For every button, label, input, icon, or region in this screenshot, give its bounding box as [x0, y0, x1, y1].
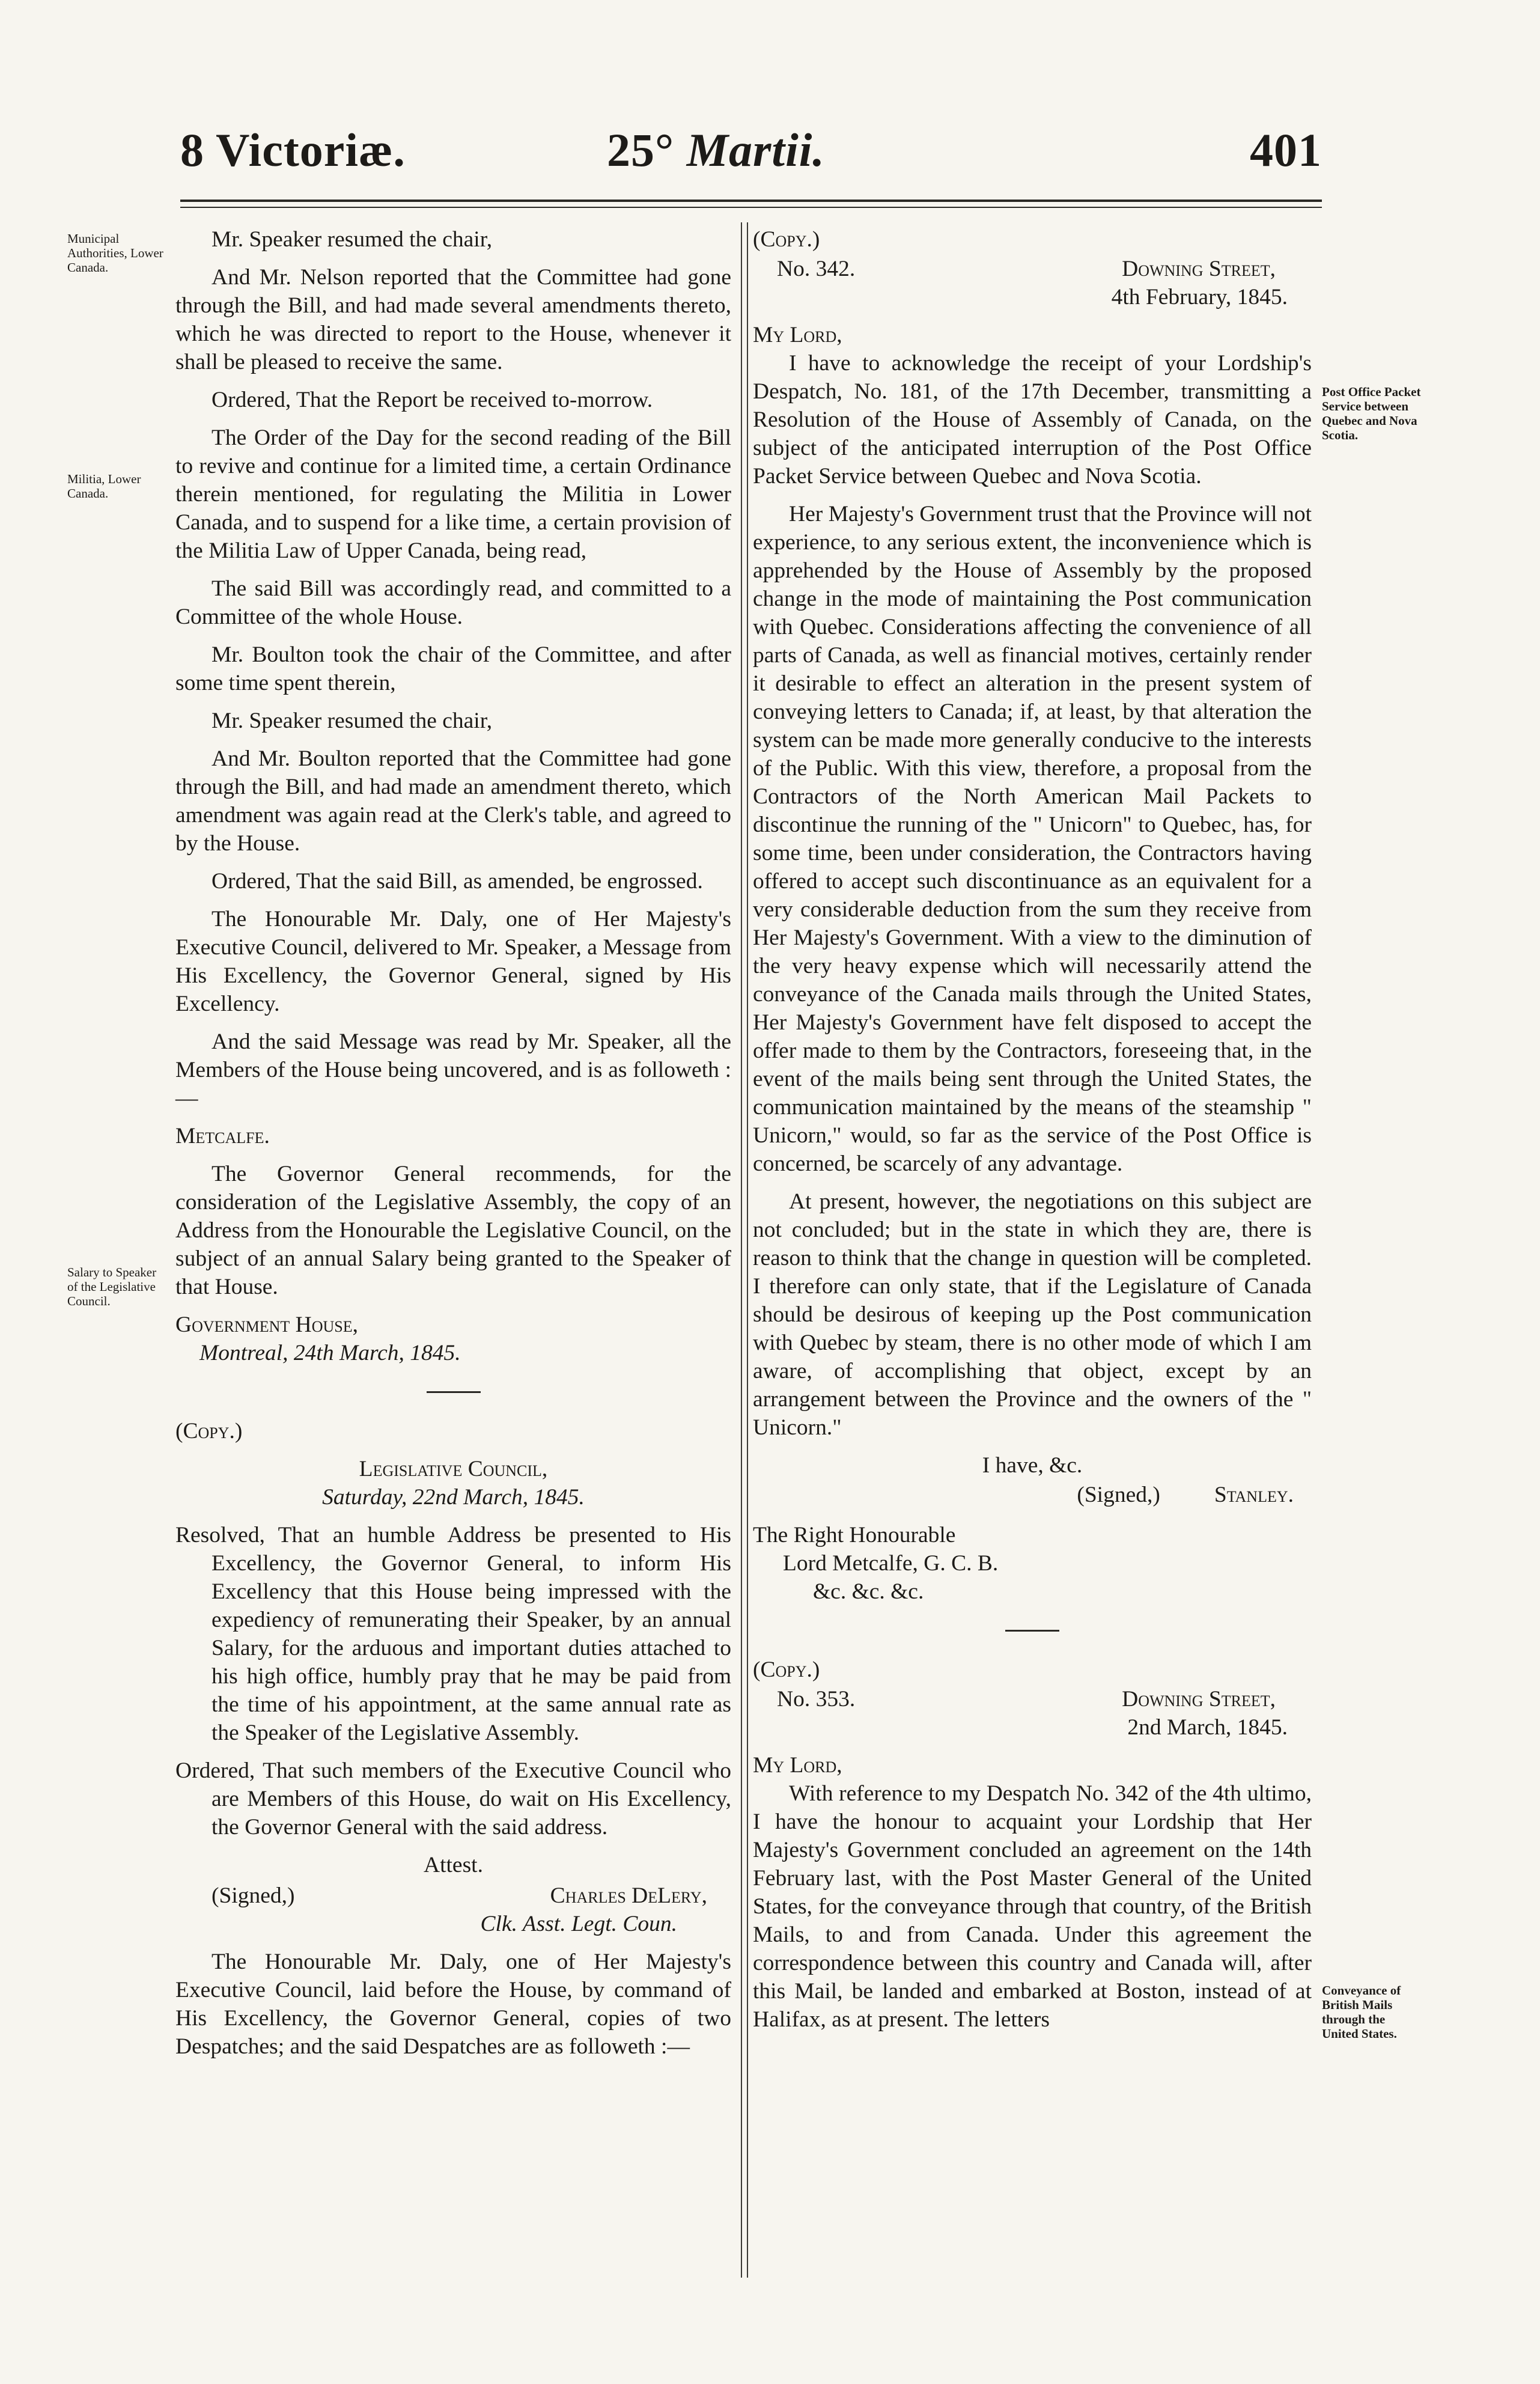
despatch-date: 4th February, 1845. — [1111, 285, 1288, 309]
government-house: Government House, — [175, 1312, 359, 1337]
margin-note-post-office: Post Office Packet Service between Quebec and Nova Scotia. — [1322, 385, 1421, 442]
paragraph: And Mr. Boulton reported that the Committee had gone through the Bill, and had made an amendment thereto, which amendment was again read at the Clerk's table, and agreed to by the House. — [175, 746, 731, 856]
right-column — [753, 225, 1312, 2043]
stanley-signature — [753, 1481, 1312, 1509]
margin-note-salary: Salary to Speaker of the Legislative Council. — [67, 1265, 157, 1308]
signed-label: (Signed,) — [212, 1883, 295, 1908]
paragraph: The Honourable Mr. Daly, one of Her Majesty's Executive Council, delivered to Mr. Speaker, a Message from His Excellency, the Governor General, signed by His Excellency. — [175, 907, 731, 1016]
section-divider — [1005, 1630, 1059, 1632]
paragraph: Mr. Speaker resumed the chair, — [212, 709, 493, 733]
addressee-line-3: &c. &c. &c. — [813, 1579, 924, 1604]
margin-note-militia: Militia, Lower Canada. — [67, 472, 141, 501]
page-number: 401 — [1250, 124, 1322, 176]
clerk-name: Charles DeLery, — [550, 1883, 707, 1908]
copy-label: (Copy.) — [753, 1657, 820, 1682]
despatch-2-head — [753, 1685, 1312, 1713]
salutation: My Lord, — [753, 1753, 842, 1778]
paragraph: The Order of the Day for the second reading of the Bill to revive and continue for a limited time, a certain Ordinance therein mentioned, for regulating the Militia in Lower Canada, and to suspend for a like time, a certain provision of the Militia Law of Upper Canada, being read, — [175, 425, 731, 563]
paragraph: Mr. Boulton took the chair of the Committee, and after some time spent therein, — [175, 642, 731, 695]
margin-note-conveyance: Conveyance of British Mails through the United States. — [1322, 1983, 1401, 2041]
column-divider — [741, 222, 748, 2278]
paragraph: Mr. Speaker resumed the chair, — [212, 227, 493, 252]
despatch-number: No. 342. — [777, 257, 856, 281]
legislative-council-date: Saturday, 22nd March, 1845. — [322, 1485, 585, 1510]
signer-name: Stanley. — [1214, 1483, 1294, 1507]
downing-street: Downing Street, — [1122, 257, 1276, 281]
montreal-date: Montreal, 24th March, 1845. — [199, 1341, 461, 1365]
section-divider — [427, 1391, 481, 1393]
attest: Attest. — [424, 1853, 483, 1877]
paragraph: The said Bill was accordingly read, and committed to a Committee of the whole House. — [175, 576, 731, 629]
despatch-number: No. 353. — [777, 1687, 856, 1712]
paragraph: The Honourable Mr. Daly, one of Her Majesty's Executive Council, laid before the House, by command of His Excellency, the Governor General, copies of two Despatches; and the said Despatches are as followeth :— — [175, 1950, 731, 2059]
closing: I have, &c. — [982, 1453, 1083, 1478]
salutation: My Lord, — [753, 323, 842, 347]
header-regnal-year: 8 Victoriæ. — [180, 124, 406, 176]
paragraph: I have to acknowledge the receipt of your Lordship's Despatch, No. 181, of the 17th December, transmitting a Resolution of the House of Assembly of Canada, on the subject of the anticipated interruption of the Post Office Packet Service between Quebec and Nova Scotia. — [753, 351, 1312, 489]
paragraph: Ordered, That the said Bill, as amended, be engrossed. — [212, 869, 703, 894]
clerk-title: Clk. Asst. Legt. Coun. — [480, 1912, 677, 1936]
paragraph: And Mr. Nelson reported that the Committee had gone through the Bill, and had made several amendments thereto, which he was directed to report to the House, whenever it shall be pleased to receive the same. — [175, 265, 731, 374]
despatch-1-head — [753, 255, 1312, 283]
header-rule-thick — [180, 200, 1322, 202]
paragraph: Her Majesty's Government trust that the Province will not experience, to any serious extent, the inconvenience which is apprehended by the House of Assembly by the proposed change in the mode of maintaining the Post communication with Quebec. Considerations affecting the convenience of all parts of Canada, as well as financial motives, certainly render it desirable to effect an alteration in the present system of conveying letters to Canada; if, at least, by that alteration the system can be made more generally conducive to the interests of the Public. With this view, therefore, a proposal from the Contractors of the North American Mail Packets to discontinue the running of the " Unicorn" to Quebec, has, for some time, been under consideration, the Contractors having offered to accept such discontinuance as an equivalent for a very considerable deduction from the sum they receive from Her Majesty's Government. With a view to the diminution of the very heavy expense which will necessarily attend the conveyance of the Canada mails through the United States, Her Majesty's Government have felt disposed to accept the offer made to them by the Contractors, foreseeing that, in the event of the mails being sent through the United States, the communication maintained by the means of the steamship " Unicorn," would, so far as the service of the Post Office is concerned, be scarcely of any advantage. — [753, 502, 1312, 1176]
signature-metcalfe: Metcalfe. — [175, 1124, 270, 1148]
header-date — [607, 123, 825, 177]
paragraph: Ordered, That the Report be received to-morrow. — [212, 388, 653, 412]
legislative-council-title: Legislative Council, — [359, 1457, 548, 1481]
order: Ordered, That such members of the Executive Council who are Members of this House, do wait on His Excellency, the Governor General with the said address. — [175, 1758, 731, 1840]
resolution: Resolved, That an humble Address be presented to His Excellency, the Governor General, to inform His Excellency that this House being impressed with the expediency of remunerating their Speaker, by an annual Salary, for the arduous and important duties attached to his high office, humbly pray that he may be paid from the time of his appointment, at the same annual rate as the Speaker of the Legislative Assembly. — [175, 1523, 731, 1745]
addressee-line-2: Lord Metcalfe, G. C. B. — [783, 1551, 999, 1576]
paragraph: With reference to my Despatch No. 342 of the 4th ultimo, I have the honour to acquaint your Lordship that Her Majesty's Government concluded an agreement on the 14th February last, with the Post Master General of the United States, for the conveyance through that country, of the British Mails, to and from Canada. Under this agreement the correspondence between this country and Canada will, after this Mail, be landed and embarked at Boston, instead of at Halifax, as at present. The letters — [753, 1781, 1312, 2032]
header-day: 25 — [607, 124, 655, 176]
paragraph: The Governor General recommends, for the consideration of the Legislative Assembly, the copy of an Address from the Honourable the Legislative Council, on the subject of an annual Salary being granted to the Speaker of that House. — [175, 1162, 731, 1299]
left-column — [175, 225, 731, 2070]
downing-street: Downing Street, — [1122, 1687, 1276, 1712]
addressee-line-1: The Right Honourable — [753, 1523, 956, 1547]
despatch-date: 2nd March, 1845. — [1127, 1715, 1288, 1740]
signed-label: (Signed,) — [1077, 1483, 1160, 1507]
paragraph: At present, however, the negotiations on this subject are not concluded; but in the state in which they are, there is reason to think that the change in question will be completed. I therefore can only state, that if the Legislature of Canada should be desirous of keeping up the Post communication with Quebec by steam, there is no other mode of which I am aware, of accomplishing that object, except by an arrangement between the Province and the owners of the " Unicorn." — [753, 1189, 1312, 1440]
header-degree: ° — [655, 124, 675, 176]
paragraph: And the said Message was read by Mr. Speaker, all the Members of the House being uncovered, and is as followeth :— — [175, 1029, 731, 1111]
margin-note-municipal: Municipal Authorities, Lower Canada. — [67, 231, 163, 275]
copy-label: (Copy.) — [175, 1419, 243, 1444]
page-header — [180, 123, 1322, 189]
clerk-signature — [175, 1882, 731, 1910]
header-month: Martii. — [686, 124, 825, 176]
copy-label: (Copy.) — [753, 227, 820, 252]
header-rule-thin — [180, 207, 1322, 208]
